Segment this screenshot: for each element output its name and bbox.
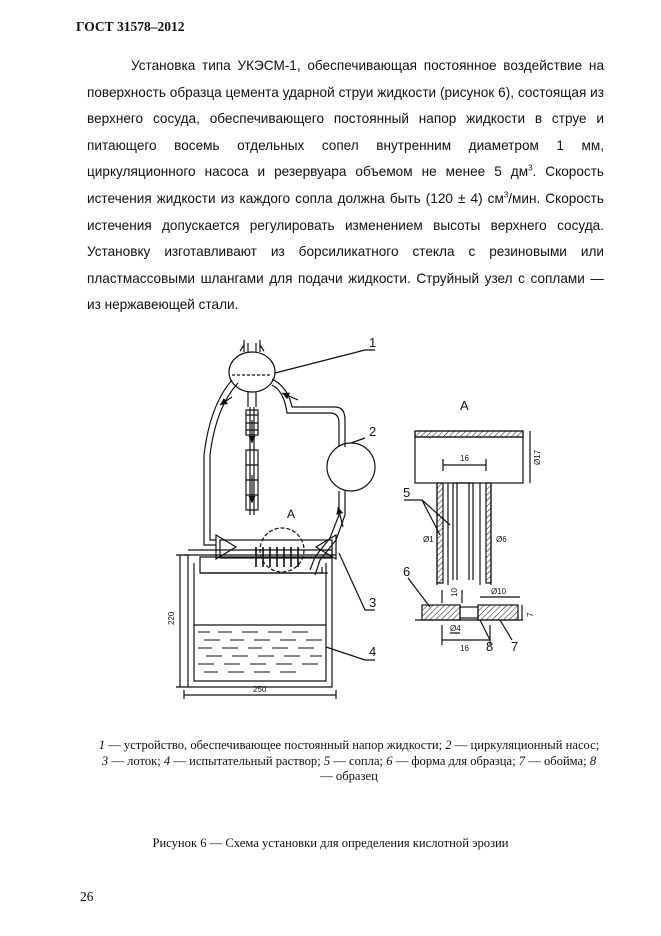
reservoir bbox=[188, 555, 332, 687]
figure-legend bbox=[96, 738, 602, 785]
superscript-1: 3 bbox=[528, 163, 533, 173]
callout-6: 6 bbox=[403, 564, 411, 579]
dim-220: 220 bbox=[167, 611, 176, 625]
legend-index-3: 3 bbox=[101, 753, 109, 768]
figure-6-diagram bbox=[160, 335, 560, 705]
circulation-pump bbox=[327, 443, 375, 491]
legend-index-7: 7 bbox=[518, 753, 526, 768]
paragraph-part-2: . Скорость истечения жидкости из каждого сопла должна быть (120 ± 4) см bbox=[87, 164, 605, 206]
legend-text-8: — образец bbox=[320, 769, 378, 784]
dim-7: 7 bbox=[526, 612, 535, 617]
legend-index-6: 6 bbox=[386, 753, 393, 768]
superscript-2: 3 bbox=[503, 190, 509, 200]
legend-text-7: — обойма; bbox=[525, 753, 590, 768]
legend-index-4: 4 bbox=[163, 753, 171, 768]
view-a-label: А bbox=[460, 398, 469, 413]
legend-index-2: 2 bbox=[445, 738, 452, 752]
callout-1: 1 bbox=[369, 335, 377, 350]
dim-16-bottom: 16 bbox=[460, 644, 469, 653]
callout-7: 7 bbox=[511, 639, 519, 654]
legend-text-4: — испытательный раствор; bbox=[170, 753, 324, 768]
callout-4: 4 bbox=[369, 644, 377, 659]
legend-index-1: 1 bbox=[98, 738, 106, 752]
body-paragraph bbox=[87, 53, 604, 319]
legend-text-2: — циркуляционный насос; bbox=[451, 738, 600, 752]
dim-d1: Ø1 bbox=[423, 535, 434, 544]
dim-d10: Ø10 bbox=[491, 587, 507, 596]
callout-2: 2 bbox=[369, 424, 377, 439]
dim-d6: Ø6 bbox=[496, 535, 507, 544]
legend-text-1: — устройство, обеспечивающее постоянный напор жидкости; bbox=[105, 738, 446, 752]
paragraph-part-1: Установка типа УКЭСМ-1, обеспечивающая постоянное воздействие на поверхность образца цемента ударной струи жидкости (рисунок 6), состоящая из верхнего сосуда, обеспечивающего постоянный напор жидкости в струе и питающего восемь отдельных сопел внутренним диаметром 1 мм, циркуляционного насоса и резервуара объемом не менее 5 дм bbox=[87, 58, 604, 180]
dim-d17: Ø17 bbox=[533, 449, 542, 465]
dim-d4: Ø4 bbox=[450, 624, 461, 633]
legend-index-5: 5 bbox=[323, 753, 331, 768]
paragraph-part-3: /мин. Скорость истечения допускается регулировать изменением высоты верхнего сосуда. Установку изготавливают из борсиликатного стекла с резиновыми или пластмассовыми шлангами для подачи жидкости. Струйный узел с соплами — из нержавеющей стали. bbox=[87, 190, 604, 313]
detail-a-marker: А bbox=[287, 507, 296, 521]
legend-index-8: 8 bbox=[589, 753, 597, 768]
main-apparatus bbox=[176, 340, 375, 699]
dim-250: 250 bbox=[253, 685, 267, 694]
dim-10: 10 bbox=[450, 588, 459, 597]
figure-title: Рисунок 6 — Схема установки для определения кислотной эрозии bbox=[152, 836, 509, 850]
callout-3: 3 bbox=[369, 595, 377, 610]
legend-text-5: — сопла; bbox=[330, 753, 387, 768]
callout-8: 8 bbox=[486, 639, 494, 654]
page-number: 26 bbox=[80, 889, 94, 904]
document-header: ГОСТ 31578–2012 bbox=[76, 19, 185, 34]
legend-text-6: — форма для образца; bbox=[392, 753, 519, 768]
test-solution-hatching bbox=[198, 632, 322, 672]
legend-text-3: — лоток; bbox=[108, 753, 164, 768]
dim-16-top: 16 bbox=[460, 454, 469, 463]
callout-5: 5 bbox=[403, 485, 411, 500]
